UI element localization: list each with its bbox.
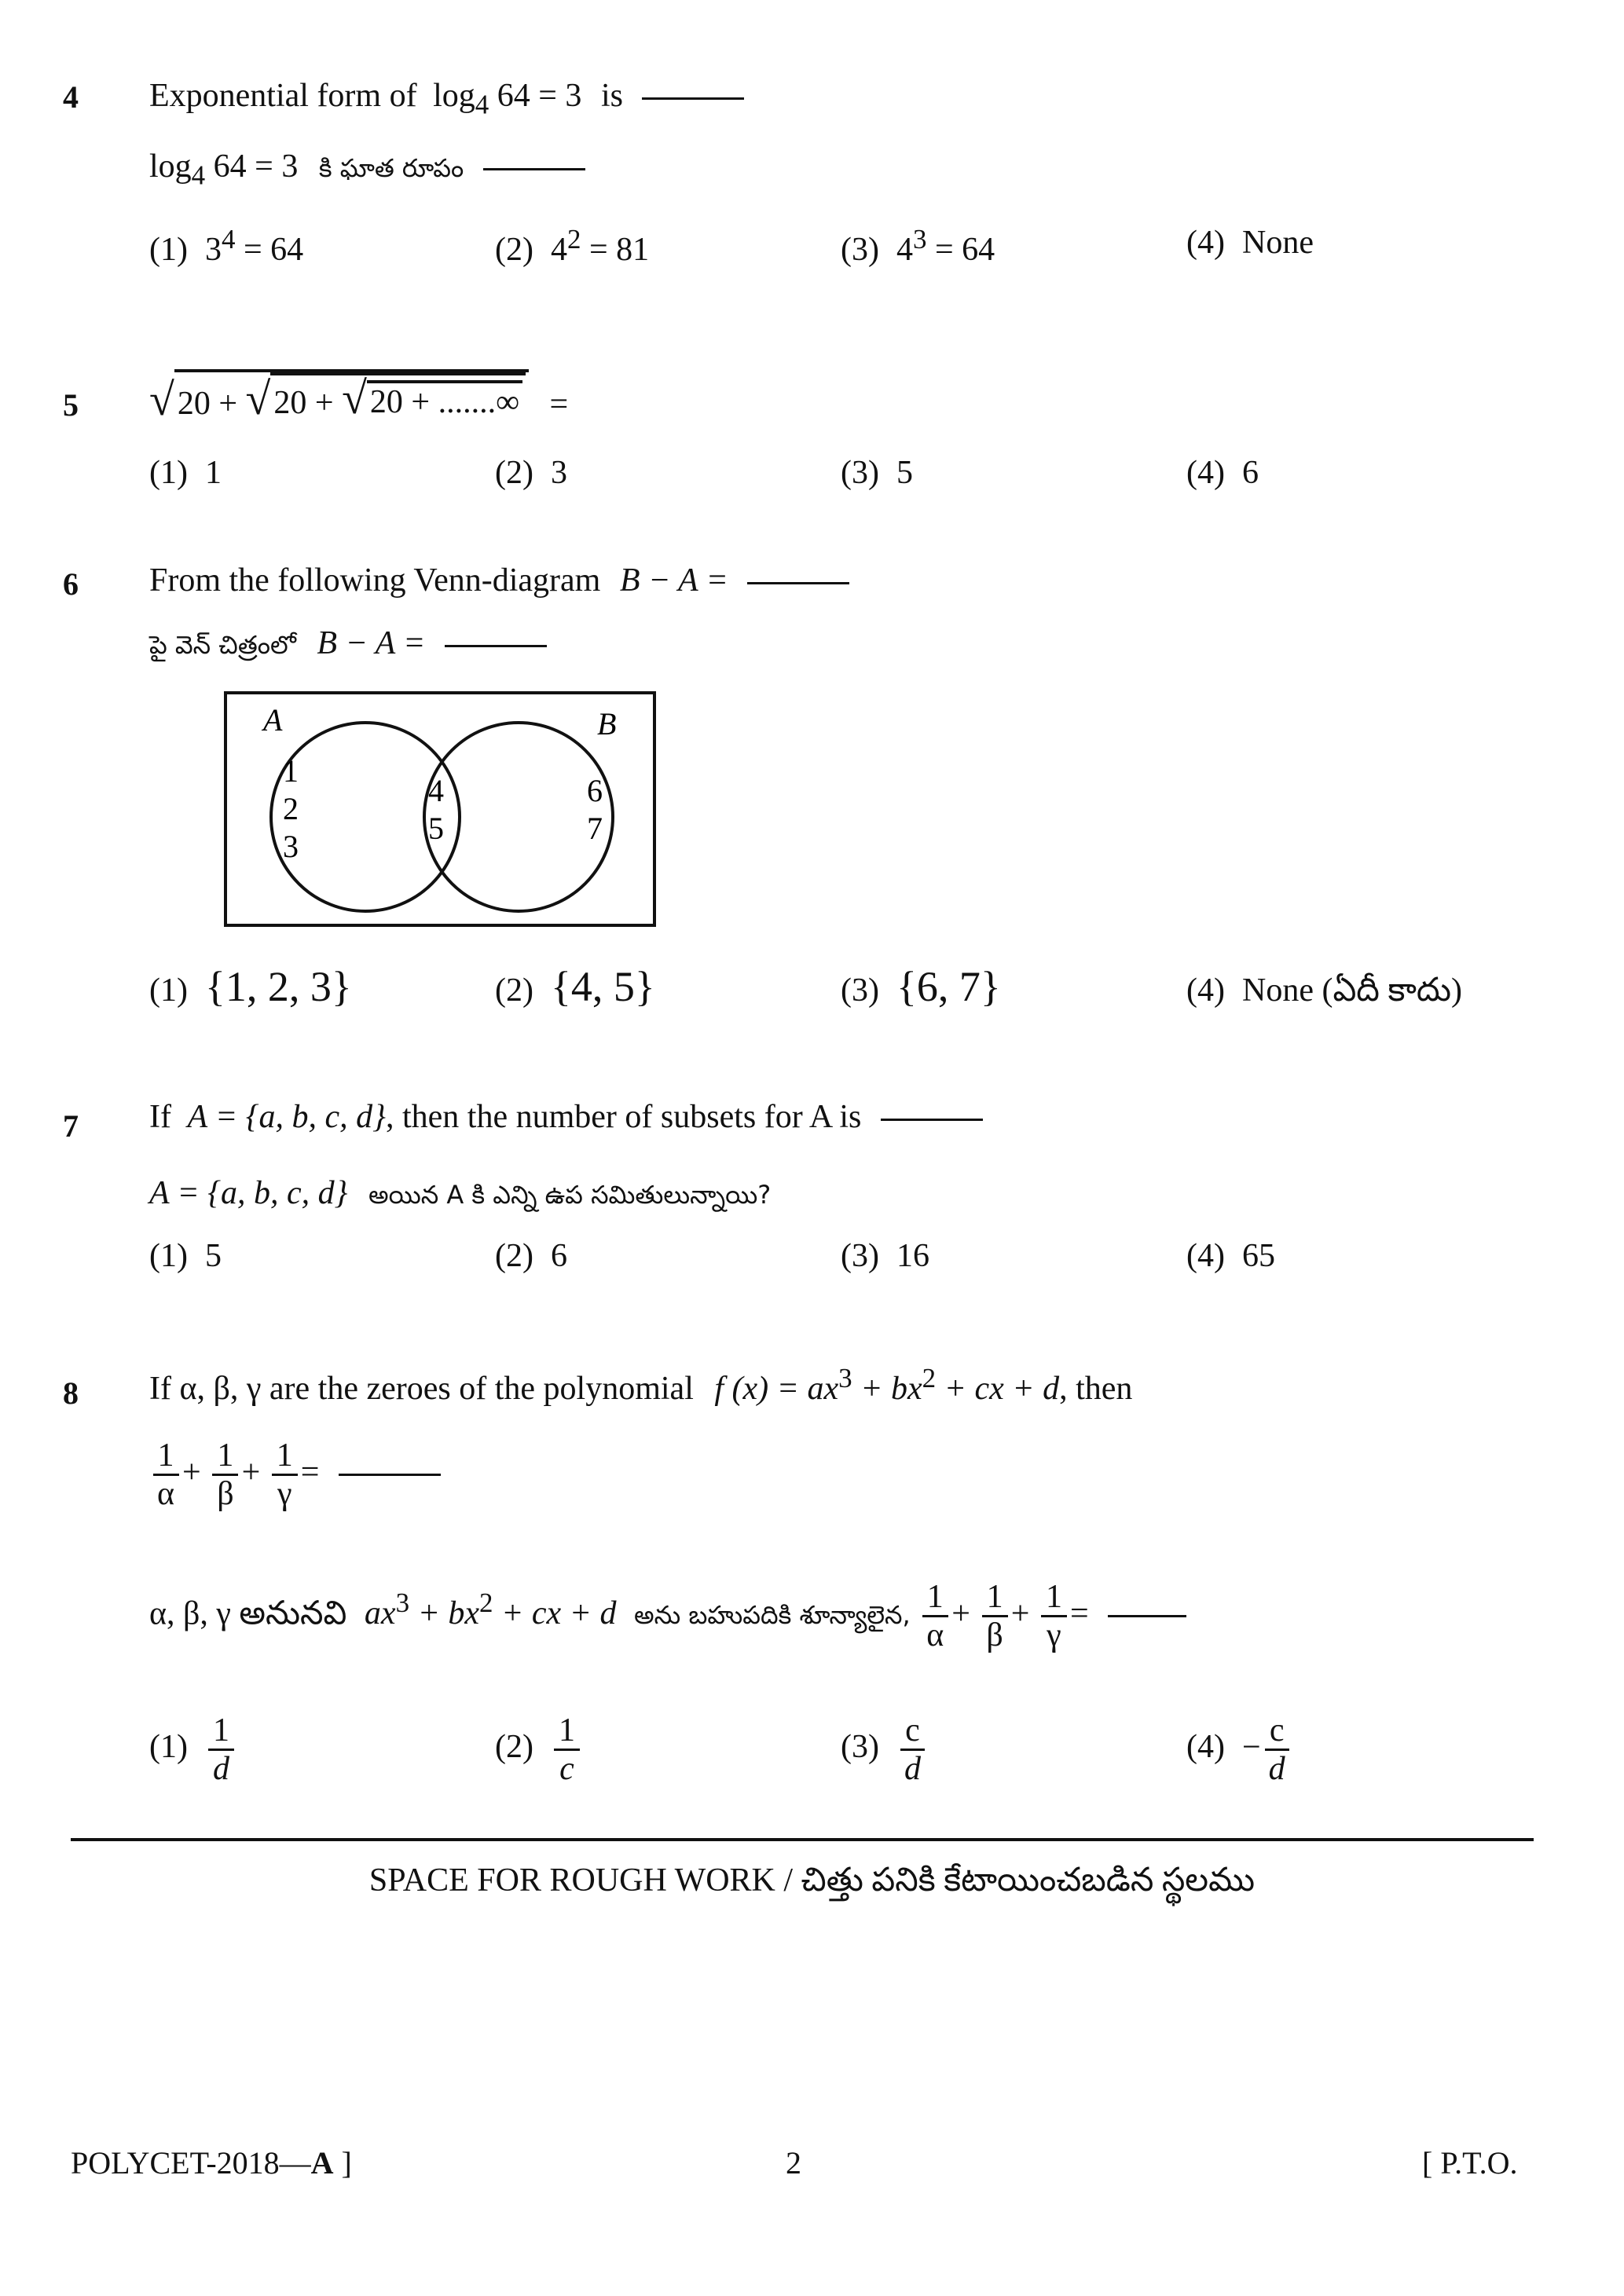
venn-element: 5 <box>428 811 444 846</box>
nested-radical: √ 20 + √ 20 + √ 20 + .......∞ = <box>149 369 568 423</box>
option-2[interactable]: (2) 3 <box>495 455 567 491</box>
options <box>149 454 1564 517</box>
reciprocal-sum: $\frac{1}{\alpha}$ + $\frac{1}{\beta}$ + $\frac{1}{\gamma}$ = <box>149 1437 441 1512</box>
venn-element: 1 <box>283 753 299 789</box>
question-number: 6 <box>63 566 79 602</box>
option-3[interactable]: (3) $\frac{c}{d}$ <box>841 1712 929 1787</box>
option-1[interactable]: (1) 1 <box>149 455 222 491</box>
question-number: 4 <box>63 79 79 115</box>
option-1[interactable]: (1) $\frac{1}{d}$ <box>149 1712 237 1787</box>
venn-element: 6 <box>587 773 603 808</box>
rough-work-label: SPACE FOR ROUGH WORK / చిత్తు పనికి కేటాయించబడిన స్థలము <box>368 1862 1256 1899</box>
question-text-en: From the following Venn-diagram B − A = <box>149 562 849 599</box>
options <box>149 1237 1564 1300</box>
options <box>149 224 1564 287</box>
footer-exam-code: POLYCET-2018—A ] <box>71 2145 352 2181</box>
option-1[interactable]: (1) $3^4 = 64$ <box>149 224 304 268</box>
set-b-label: B <box>597 706 617 742</box>
answer-blank <box>747 582 849 584</box>
question-number: 7 <box>63 1108 79 1144</box>
option-2[interactable]: (2) $4^2 = 81$ <box>495 224 650 268</box>
divider-line <box>71 1838 1534 1841</box>
venn-element: 4 <box>428 773 444 808</box>
option-2[interactable]: (2) 6 <box>495 1238 567 1274</box>
venn-element: 3 <box>283 829 299 864</box>
option-4[interactable]: (4) 6 <box>1186 455 1259 491</box>
question-text-en: Exponential form of $\log_4 64 = 3$ is <box>149 77 744 120</box>
footer-page-number: 2 <box>786 2145 801 2181</box>
answer-blank <box>642 97 744 100</box>
options <box>149 1712 1564 1807</box>
question-text-en: If α, β, γ are the zeroes of the polynomial f $(x) = ax^3 + bx^2$ + cx + d, then <box>149 1363 1133 1407</box>
question-text-te: α, β, γ అనునవి $ax^3 + bx^2$ + cx + d అను బహుపదికి శూన్యాలైన, $\frac{1}{\alpha}$ + $\frac{1}{\beta}$ + $\frac{1}{\gamma}$ = <box>149 1579 1186 1653</box>
question-text-te: A = {a, b, c, d} అయిన A కి ఎన్ని ఉప సమితులున్నాయి? <box>149 1175 772 1211</box>
answer-blank <box>483 168 585 170</box>
question-text-te: పై వెన్ చిత్రంలో B − A = <box>149 624 547 666</box>
option-2[interactable]: (2) {4, 5} <box>495 963 655 1010</box>
option-2[interactable]: (2) $\frac{1}{c}$ <box>495 1712 583 1787</box>
question-text-te: $\log_4 64 = 3$ కి ఘాత రూపం <box>149 148 585 191</box>
option-4[interactable]: (4) None (ఏదీ కాదు) <box>1186 972 1463 1009</box>
set-b-circle <box>424 723 613 911</box>
option-4[interactable]: (4) None <box>1186 225 1314 261</box>
option-4[interactable]: (4) − $\frac{c}{d}$ <box>1186 1712 1293 1787</box>
venn-element: 2 <box>283 791 299 826</box>
set-a-label: A <box>263 702 283 738</box>
options <box>149 962 1564 1025</box>
option-1[interactable]: (1) {1, 2, 3} <box>149 963 352 1010</box>
option-3[interactable]: (3) {6, 7} <box>841 963 1001 1010</box>
venn-element: 7 <box>587 811 603 846</box>
question-text-en: If A = {a, b, c, d}, then the number of subsets for A is <box>149 1098 983 1136</box>
option-4[interactable]: (4) 65 <box>1186 1238 1275 1274</box>
answer-blank <box>339 1474 441 1476</box>
venn-diagram <box>224 691 656 927</box>
question-number: 8 <box>63 1375 79 1411</box>
footer-pto: [ P.T.O. <box>1422 2145 1518 2181</box>
question-number: 5 <box>63 387 79 423</box>
option-3[interactable]: (3) $4^3 = 64$ <box>841 224 995 268</box>
option-3[interactable]: (3) 5 <box>841 455 913 491</box>
option-3[interactable]: (3) 16 <box>841 1238 929 1274</box>
answer-blank <box>1108 1615 1186 1617</box>
answer-blank <box>445 645 547 647</box>
answer-blank <box>881 1119 983 1121</box>
option-1[interactable]: (1) 5 <box>149 1238 222 1274</box>
